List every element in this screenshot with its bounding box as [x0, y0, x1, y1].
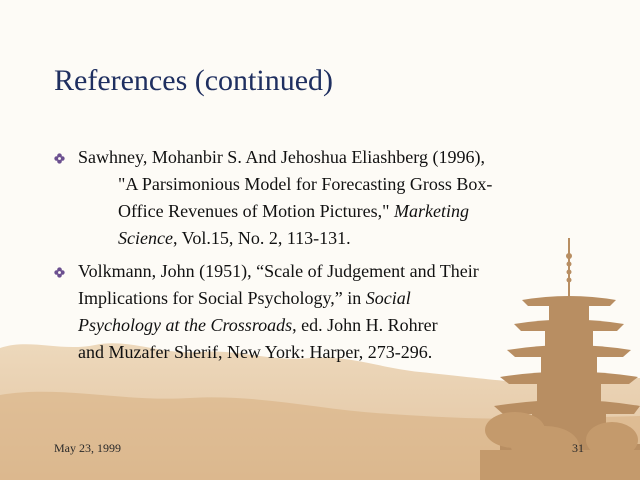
- reference-line: [78, 198, 574, 225]
- reference-item: [54, 144, 574, 252]
- reference-text: Implications for Social Psychology,” in: [78, 288, 366, 308]
- reference-text: , Vol.15, No. 2, 113-131.: [172, 228, 351, 248]
- reference-line: [78, 225, 574, 252]
- reference-item: [54, 258, 574, 366]
- reference-line: [78, 171, 574, 198]
- reference-text: Office Revenues of Motion Pictures,": [118, 201, 394, 221]
- reference-italic-text: Psychology at the Crossroads: [78, 315, 293, 335]
- reference-line: [78, 144, 574, 171]
- footer-date: May 23, 1999: [54, 441, 121, 455]
- reference-text: and Muzafer Sherif, New York: Harper, 273-296.: [78, 342, 433, 362]
- flower-bullet-icon: [54, 153, 65, 164]
- reference-text: Sawhney, Mohanbir S. And Jehoshua Eliashberg (1996),: [78, 147, 485, 167]
- reference-italic-text: Science: [118, 228, 173, 248]
- flower-bullet-icon: [54, 267, 65, 278]
- reference-text: Volkmann, John (1951), “Scale of Judgement and Their: [78, 261, 479, 281]
- reference-line: [78, 339, 574, 366]
- reference-italic-text: Social: [365, 288, 411, 308]
- slide-title: References (continued): [54, 64, 334, 97]
- references-list: [54, 144, 574, 372]
- reference-line: [78, 258, 574, 285]
- reference-line: [78, 285, 574, 312]
- reference-text: "A Parsimonious Model for Forecasting Gross Box-: [118, 174, 493, 194]
- reference-line: [78, 312, 574, 339]
- reference-text: , ed. John H. Rohrer: [292, 315, 438, 335]
- page-number: 31: [572, 441, 584, 455]
- reference-italic-text: Marketing: [393, 201, 469, 221]
